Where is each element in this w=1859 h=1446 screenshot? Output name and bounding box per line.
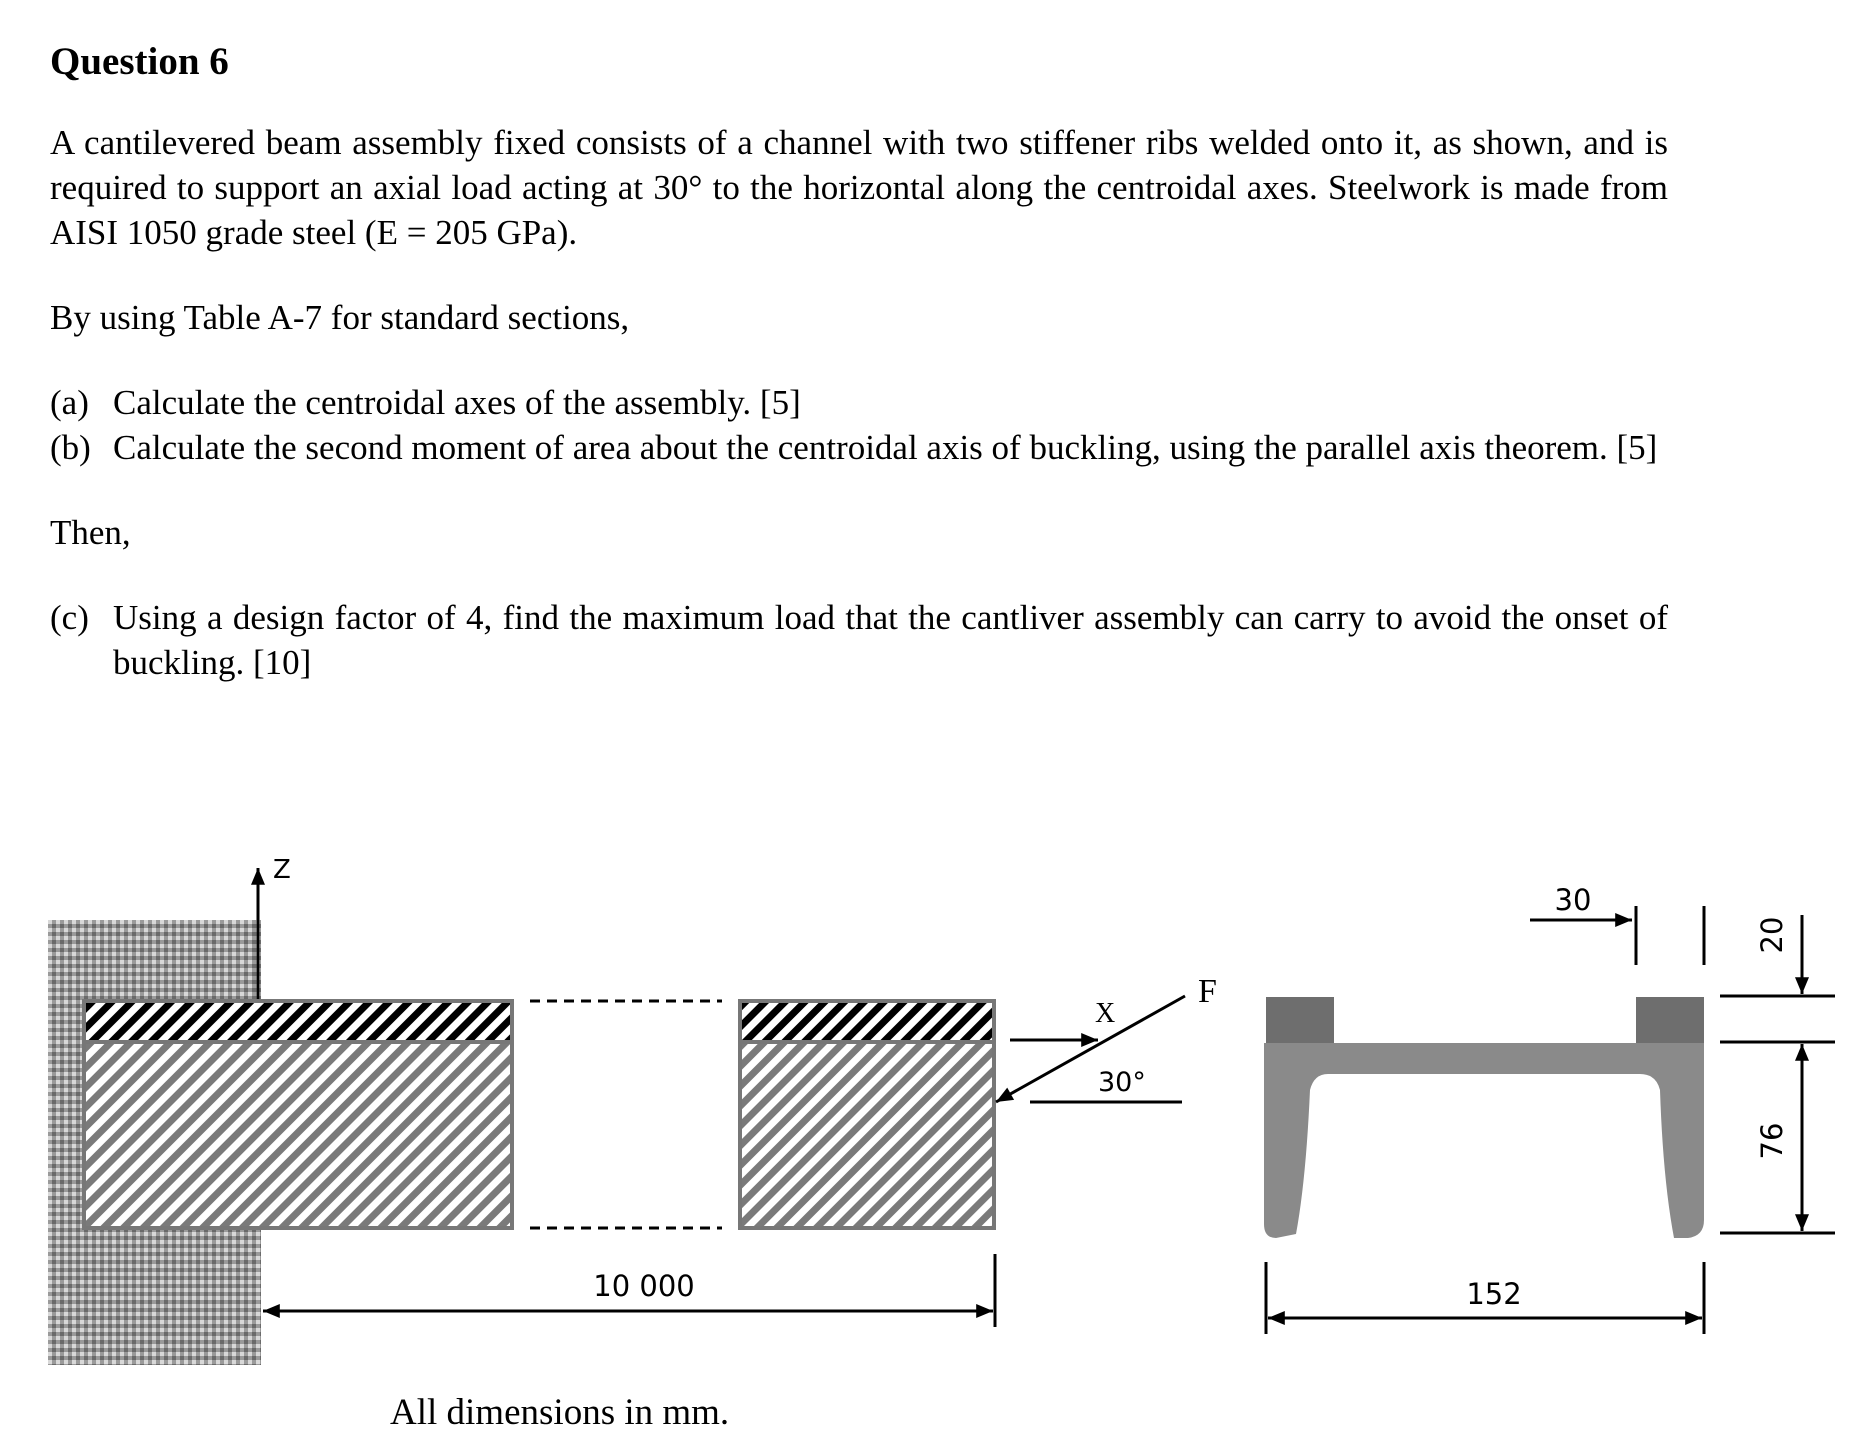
- question-intro: A cantilevered beam assembly fixed consists of a channel with two stiffener ribs welded onto it, as shown, and is required to support an axial load acting at 30° to the horizontal along the centroidal axes. Steelwork is made from AISI 1050 grade steel (E = 205 GPa).: [50, 123, 1668, 252]
- channel-height-value: 76: [1755, 1122, 1789, 1160]
- angle-label: 30°: [1098, 1067, 1146, 1098]
- rib-width-value: 30: [1554, 883, 1592, 917]
- stiffener-rib-right: [1636, 997, 1704, 1043]
- channel-cross-section: [1264, 997, 1704, 1238]
- part-c-text: Using a design factor of 4, find the maximum load that the cantliver assembly can carry to avoid the onset of buckling. [10]: [113, 598, 1668, 682]
- dimensions-caption: All dimensions in mm.: [390, 1392, 730, 1433]
- beam-rib-right: [740, 1001, 994, 1042]
- beam-channel-right: [740, 1042, 994, 1228]
- part-a-text: Calculate the centroidal axes of the assembly. [5]: [113, 383, 801, 422]
- force-label: F: [1198, 973, 1217, 1010]
- then-text: Then,: [50, 513, 131, 552]
- beam-rib-left: [84, 1001, 512, 1042]
- channel-section-shape: [1264, 1043, 1704, 1238]
- lead-in: By using Table A-7 for standard sections,: [50, 298, 630, 337]
- x-axis-label: X: [1095, 998, 1116, 1029]
- stiffener-rib-left: [1266, 997, 1334, 1043]
- question-title: Question 6: [50, 40, 229, 83]
- force-arrow: [996, 996, 1185, 1102]
- length-dimension-value: 10 000: [593, 1269, 695, 1303]
- rib-height-value: 20: [1755, 916, 1789, 954]
- width-dimension-value: 152: [1466, 1277, 1522, 1311]
- part-b-label: (b): [50, 428, 91, 467]
- part-b-text: Calculate the second moment of area about the centroidal axis of buckling, using the parallel axis theorem. [5]: [113, 428, 1658, 467]
- part-a-label: (a): [50, 383, 89, 422]
- z-axis-label: Z: [273, 855, 291, 885]
- part-c-label: (c): [50, 598, 89, 637]
- beam-channel-left: [84, 1042, 512, 1228]
